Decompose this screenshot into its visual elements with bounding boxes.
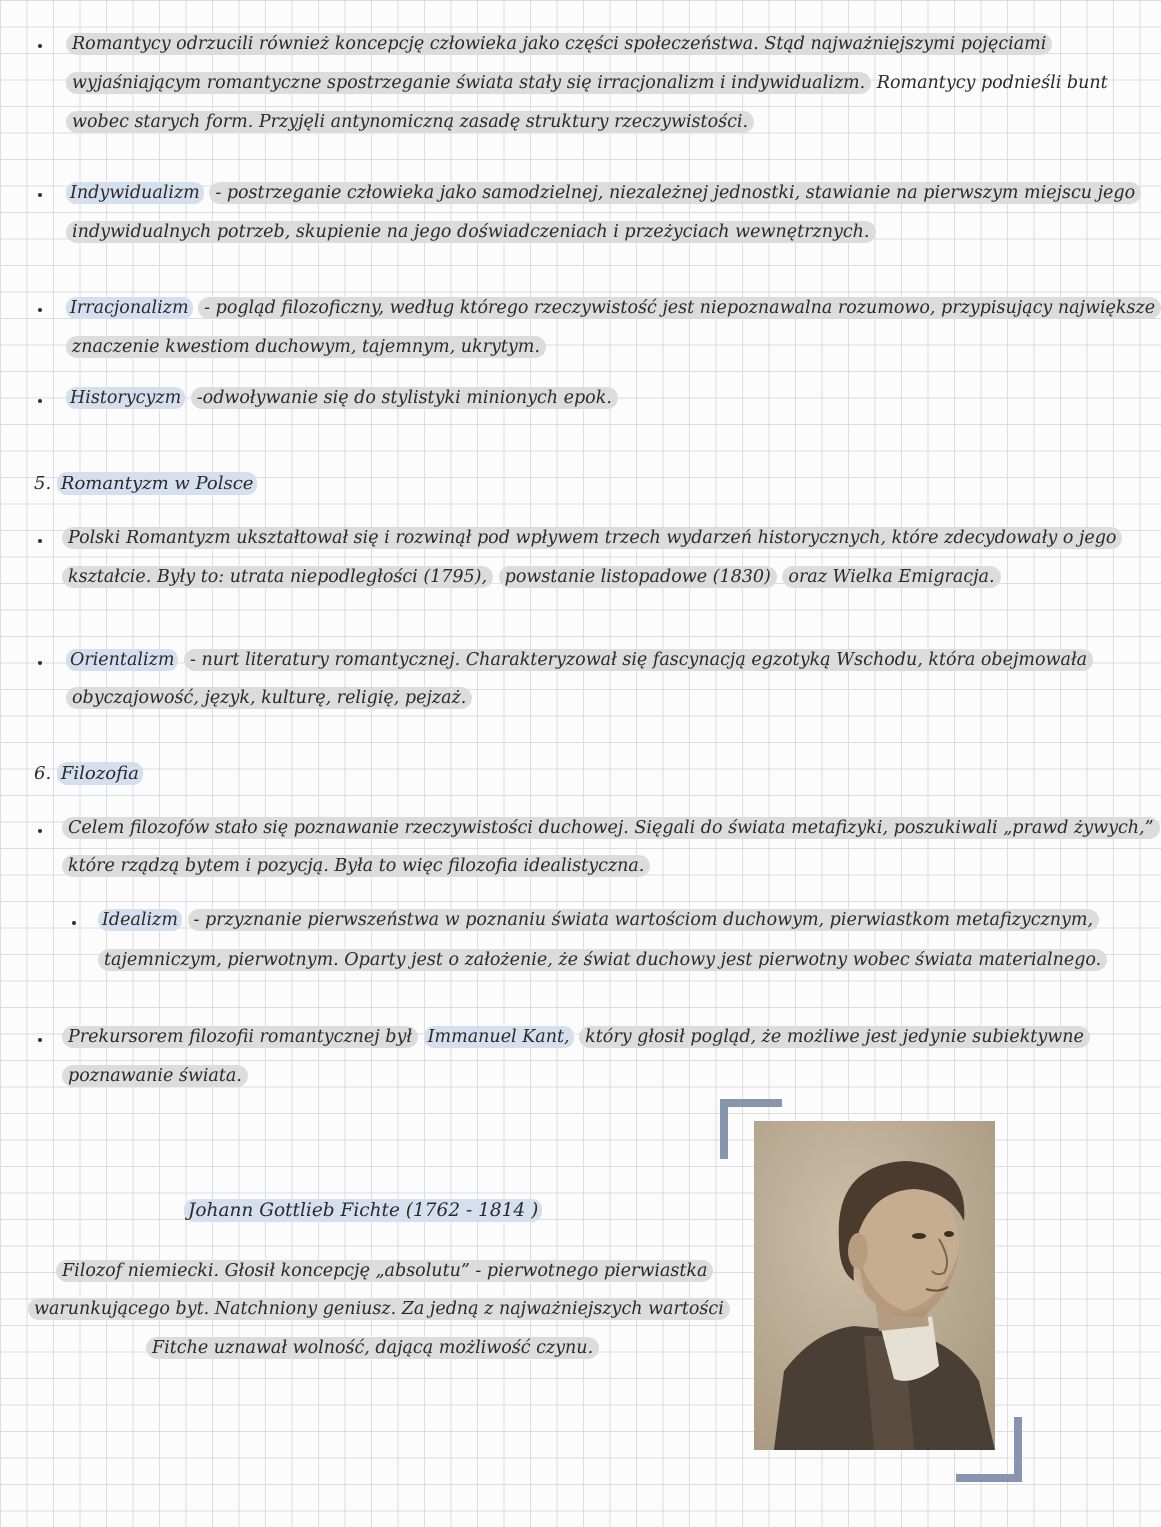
definition-line <box>66 296 1161 320</box>
definition-line <box>98 948 1107 972</box>
paragraph-line <box>66 32 1052 56</box>
text: -odwoływanie się do stylistyki minionych epok. <box>191 387 618 409</box>
definition-line <box>66 686 472 710</box>
text: obyczajowość, język, kulturę, religię, pejzaż. <box>66 687 472 709</box>
portrait-image <box>754 1121 995 1450</box>
text: powstanie listopadowe (1830) <box>499 566 777 588</box>
text: poznawanie świata. <box>62 1065 248 1087</box>
text: tajemniczym, pierwotnym. Oparty jest o założenie, że świat duchowy jest pierwotny wobec świata materialnego. <box>98 949 1107 971</box>
bullet <box>38 44 42 48</box>
bullet <box>38 661 42 665</box>
text: Romantycy odrzucili również koncepcję człowieka jako części społeczeństwa. Stąd najważniejszymi pojęciami <box>66 33 1052 55</box>
bullet <box>72 921 76 925</box>
paragraph-line <box>62 1025 1090 1049</box>
paragraph-line <box>62 565 1001 589</box>
bullet <box>38 193 42 197</box>
text: Polski Romantyzm ukształtował się i rozwinął pod wpływem trzech wydarzeń historycznych, które zdecydowały o jego <box>62 527 1122 549</box>
definition-line <box>66 181 1141 205</box>
text: znaczenie kwestiom duchowym, tajemnym, ukrytym. <box>66 336 546 358</box>
text: Johann Gottlieb Fichte (1762 - 1814 ) <box>184 1199 542 1222</box>
text: Filozof niemiecki. Głosił koncepcję „absolutu” - pierwotnego pierwiastka <box>56 1260 713 1282</box>
term: Historycyzm <box>66 387 185 409</box>
term: Irracjonalizm <box>66 297 193 319</box>
text: - przyznanie pierwszeństwa w poznaniu świata wartościom duchowym, pierwiastkom metafizycznym, <box>188 909 1100 931</box>
text: kształcie. Były to: utrata niepodległości (1795), <box>62 566 493 588</box>
section-number: 5. <box>34 473 52 494</box>
term: Orientalizm <box>66 649 178 671</box>
text: - postrzeganie człowieka jako samodzielnej, niezależnej jednostki, stawianie na pierwszym miejscu jego <box>209 182 1141 204</box>
text: Celem filozofów stało się poznawanie rzeczywistości duchowej. Sięgali do świata metafizyki, poszukiwali „prawd żywych,” <box>62 817 1160 839</box>
text: wyjaśniającym romantyczne spostrzeganie świata stały się irracjonalizm i indywidualizm. <box>66 72 871 94</box>
bullet <box>38 539 42 543</box>
text: wobec starych form. Przyjęli antynomiczną zasadę struktury rzeczywistości. <box>66 111 754 133</box>
person-name: Immanuel Kant, <box>424 1026 574 1048</box>
section-title: Romantyzm w Polsce <box>57 472 258 495</box>
definition-line <box>66 648 1093 672</box>
paragraph-line <box>66 110 754 134</box>
bullet <box>38 308 42 312</box>
paragraph-line <box>66 71 1108 95</box>
text: - nurt literatury romantycznej. Charakteryzował się fascynacją egzotyką Wschodu, która obejmowała <box>184 649 1093 671</box>
fichte-bio-line <box>28 1297 730 1321</box>
frame-corner <box>956 1417 1022 1482</box>
text: który głosił pogląd, że możliwe jest jedynie subiektywne <box>579 1026 1090 1048</box>
fichte-bio-line <box>146 1336 599 1360</box>
section-number: 6. <box>34 763 52 784</box>
term: Indywidualizm <box>66 182 204 204</box>
definition-line <box>66 335 546 359</box>
fichte-name <box>184 1199 542 1223</box>
text: Fitche uznawał wolność, dającą możliwość czynu. <box>146 1337 599 1359</box>
bullet <box>38 829 42 833</box>
text: które rządzą bytem i pozycją. Była to więc filozofia idealistyczna. <box>62 855 650 877</box>
definition-line <box>66 386 618 410</box>
section-heading <box>34 762 143 786</box>
fichte-bio-line <box>56 1259 713 1283</box>
text: warunkującego byt. Natchniony geniusz. Za jedną z najważniejszych wartości <box>28 1298 730 1320</box>
definition-line <box>66 220 876 244</box>
paragraph-line <box>62 816 1160 840</box>
paragraph-line <box>62 854 650 878</box>
paragraph-line <box>62 526 1122 550</box>
fichte-portrait <box>754 1121 995 1450</box>
paragraph-line <box>62 1064 248 1088</box>
text: indywidualnych potrzeb, skupienie na jego doświadczeniach i przeżyciach wewnętrznych. <box>66 221 876 243</box>
bullet <box>38 399 42 403</box>
term: Idealizm <box>98 909 182 931</box>
text: Romantycy podnieśli bunt <box>876 73 1108 93</box>
section-title: Filozofia <box>57 762 143 785</box>
section-heading <box>34 472 257 496</box>
text: Prekursorem filozofii romantycznej był <box>62 1026 418 1048</box>
bullet <box>38 1038 42 1042</box>
text: oraz Wielka Emigracja. <box>782 566 1000 588</box>
definition-line <box>98 908 1099 932</box>
text: - pogląd filozoficzny, według którego rzeczywistość jest niepoznawalna rozumowo, przypisujący największe <box>198 297 1161 319</box>
